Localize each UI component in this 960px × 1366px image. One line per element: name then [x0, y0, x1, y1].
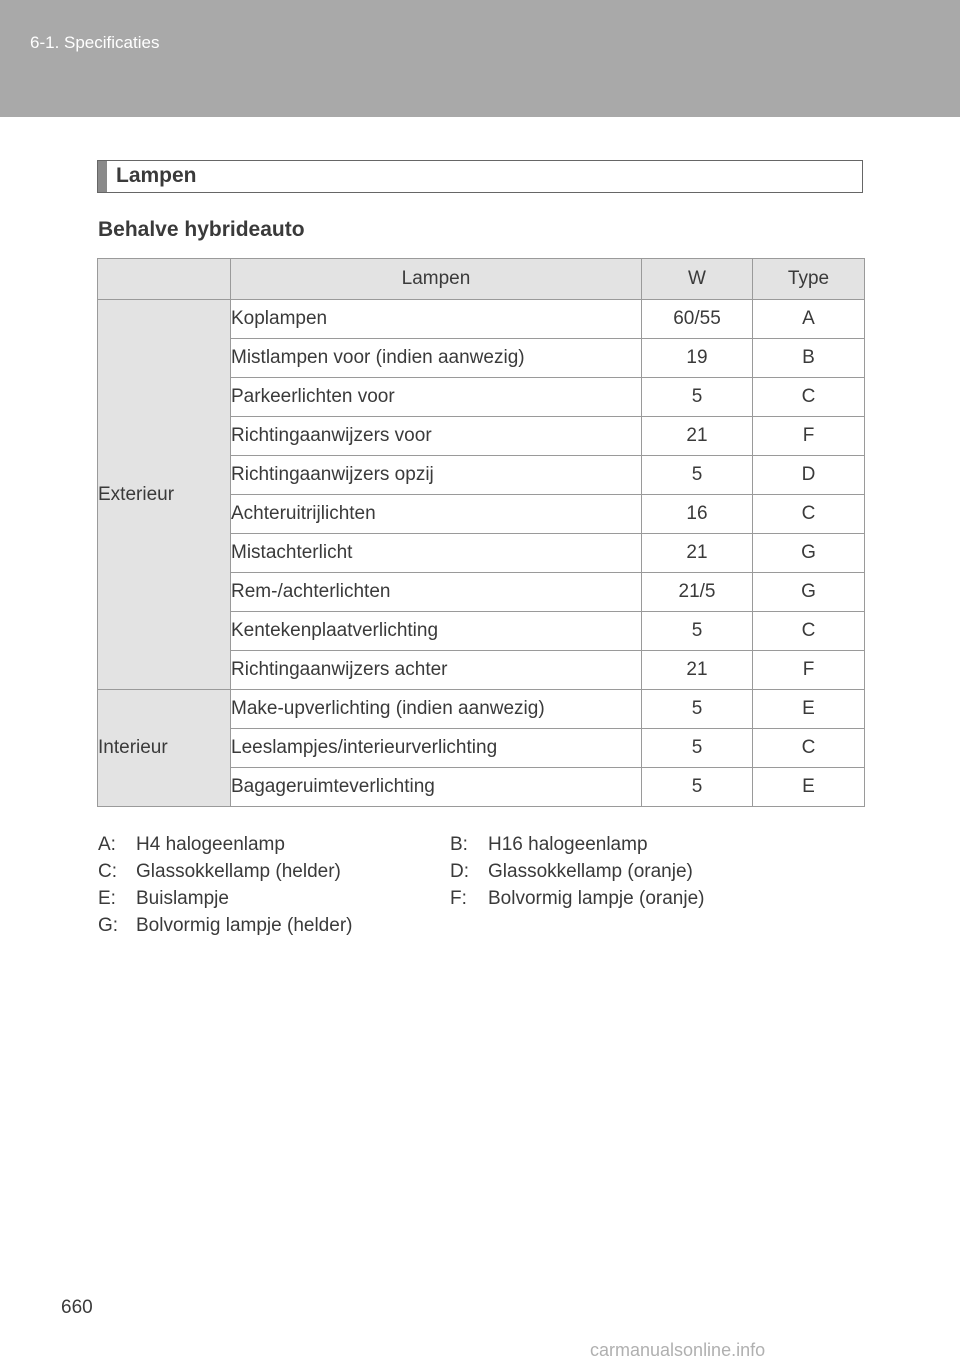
watt-cell: 21	[642, 534, 753, 573]
legend-text: Bolvormig lampje (oranje)	[488, 888, 705, 909]
lamp-name-cell: Achteruitrijlichten	[231, 495, 642, 534]
column-header-type: Type	[753, 259, 865, 300]
section-title: Lampen	[116, 164, 197, 187]
legend-item	[450, 888, 704, 910]
legend-item	[450, 834, 648, 856]
watt-cell: 5	[642, 768, 753, 807]
type-cell: C	[753, 495, 865, 534]
type-cell: A	[753, 300, 865, 339]
type-cell: C	[753, 729, 865, 768]
table-row	[98, 690, 865, 729]
lamp-name-cell: Kentekenplaatverlichting	[231, 612, 642, 651]
type-cell: C	[753, 612, 865, 651]
watt-cell: 5	[642, 456, 753, 495]
watermark-text: carmanualsonline.info	[590, 1340, 766, 1360]
section-title-box	[97, 160, 863, 193]
watt-cell: 19	[642, 339, 753, 378]
legend-code: G:	[98, 915, 119, 936]
chapter-title: 6-1. Specificaties	[30, 33, 160, 52]
watt-cell: 5	[642, 729, 753, 768]
lamp-name-cell: Richtingaanwijzers opzij	[231, 456, 642, 495]
type-cell: D	[753, 456, 865, 495]
type-cell: E	[753, 768, 865, 807]
legend-item	[98, 888, 229, 910]
watt-cell: 5	[642, 612, 753, 651]
type-cell: F	[753, 651, 865, 690]
legend-code: E:	[98, 888, 116, 909]
table-header-row	[98, 259, 865, 300]
watt-cell: 21	[642, 651, 753, 690]
lamp-name-cell: Make-upverlichting (indien aanwezig)	[231, 690, 642, 729]
legend-text: Buislampje	[136, 888, 229, 909]
legend-item	[98, 861, 341, 883]
page-number: 660	[61, 1297, 93, 1318]
watt-cell: 60/55	[642, 300, 753, 339]
lamp-name-cell: Richtingaanwijzers achter	[231, 651, 642, 690]
legend-code: B:	[450, 834, 468, 855]
legend-text: Glassokkellamp (oranje)	[488, 861, 693, 882]
type-cell: B	[753, 339, 865, 378]
type-cell: G	[753, 573, 865, 612]
lamp-name-cell: Parkeerlichten voor	[231, 378, 642, 417]
bulb-spec-table	[97, 258, 865, 807]
legend-code: C:	[98, 861, 117, 882]
legend-item	[450, 861, 693, 883]
type-cell: E	[753, 690, 865, 729]
lamp-name-cell: Mistlampen voor (indien aanwezig)	[231, 339, 642, 378]
type-cell: C	[753, 378, 865, 417]
legend-code: D:	[450, 861, 469, 882]
watt-cell: 16	[642, 495, 753, 534]
watt-cell: 21	[642, 417, 753, 456]
legend-item	[98, 915, 352, 937]
lamp-name-cell: Bagageruimteverlichting	[231, 768, 642, 807]
legend-text: H16 halogeenlamp	[488, 834, 648, 855]
legend-item	[98, 834, 285, 856]
column-header-watt: W	[642, 259, 753, 300]
table-row	[98, 300, 865, 339]
subheading: Behalve hybrideauto	[98, 218, 305, 241]
legend-code: A:	[98, 834, 116, 855]
lamp-name-cell: Rem-/achterlichten	[231, 573, 642, 612]
lamp-name-cell: Leeslampjes/interieurverlichting	[231, 729, 642, 768]
section-title-accent-bar	[98, 161, 107, 192]
legend-code: F:	[450, 888, 467, 909]
column-header-lamp: Lampen	[231, 259, 642, 300]
legend-text: H4 halogeenlamp	[136, 834, 285, 855]
watt-cell: 5	[642, 690, 753, 729]
group-cell-exterior: Exterieur	[98, 300, 231, 690]
lamp-name-cell: Koplampen	[231, 300, 642, 339]
watt-cell: 5	[642, 378, 753, 417]
legend-text: Bolvormig lampje (helder)	[136, 915, 353, 936]
type-cell: F	[753, 417, 865, 456]
legend-text: Glassokkellamp (helder)	[136, 861, 341, 882]
page-header-band	[0, 0, 960, 117]
type-cell: G	[753, 534, 865, 573]
group-cell-interior: Interieur	[98, 690, 231, 807]
lamp-name-cell: Mistachterlicht	[231, 534, 642, 573]
lamp-name-cell: Richtingaanwijzers voor	[231, 417, 642, 456]
column-header-group	[98, 259, 231, 300]
watt-cell: 21/5	[642, 573, 753, 612]
